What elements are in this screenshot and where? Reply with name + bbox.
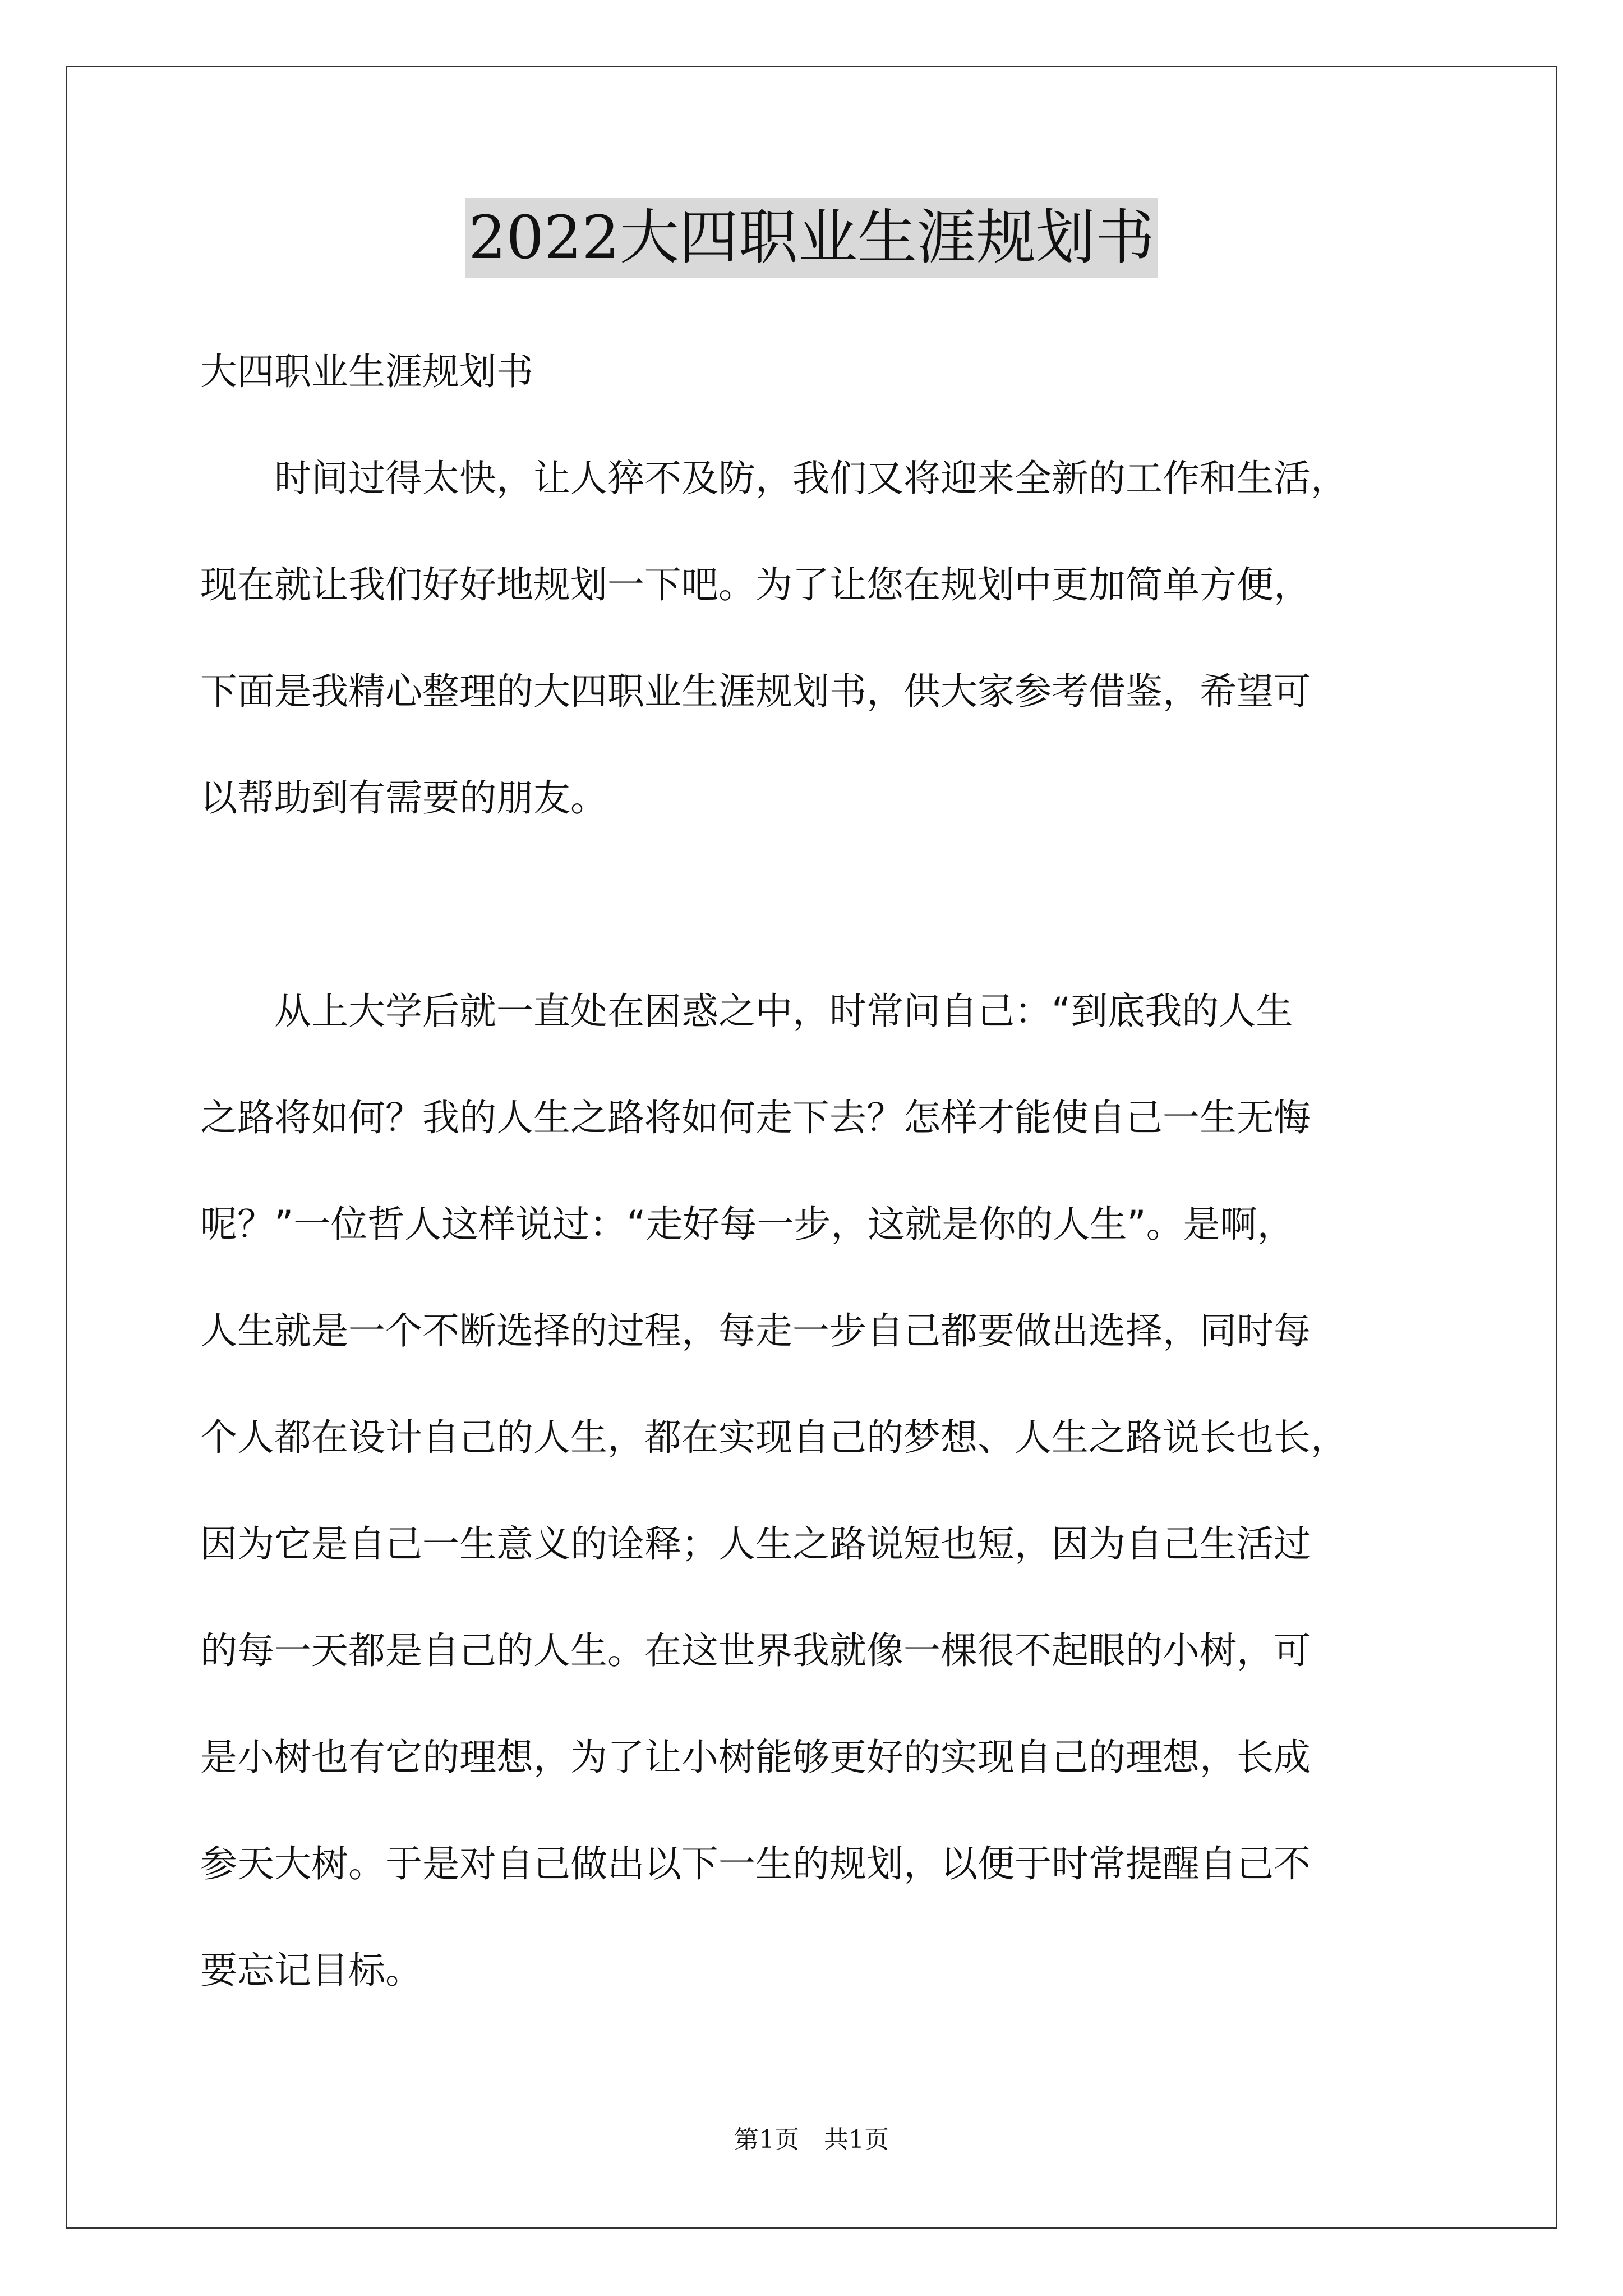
paragraph-line: 个人都在设计自己的人生，都在实现自己的梦想、人生之路说长也长， — [200, 1416, 1348, 1459]
paragraph-line: 之路将如何？我的人生之路将如何走下去？怎样才能使自己一生无悔 — [200, 1096, 1311, 1139]
document-subtitle: 大四职业生涯规划书 — [200, 350, 533, 393]
document-title: 2022大四职业生涯规划书 — [465, 198, 1158, 278]
page-footer — [0, 2123, 1623, 2157]
paragraph-line: 要忘记目标。 — [200, 1949, 422, 1992]
paragraph-line: 从上大学后就一直处在困惑之中，时常问自己：“到底我的人生 — [200, 990, 1293, 1033]
page-number-label: 第1页 共1页 — [734, 2125, 889, 2154]
paragraph-line: 参天大树。于是对自己做出以下一生的规划，以便于时常提醒自己不 — [200, 1842, 1311, 1885]
document-title-row — [0, 198, 1623, 278]
paragraph-line: 的每一天都是自己的人生。在这世界我就像一棵很不起眼的小树，可 — [200, 1629, 1311, 1672]
paragraph-line: 时间过得太快，让人猝不及防，我们又将迎来全新的工作和生活， — [200, 457, 1348, 500]
paragraph-line: 因为它是自己一生意义的诠释；人生之路说短也短，因为自己生活过 — [200, 1522, 1311, 1566]
paragraph-line: 是小树也有它的理想，为了让小树能够更好的实现自己的理想，长成 — [200, 1736, 1311, 1779]
paragraph-line: 人生就是一个不断选择的过程，每走一步自己都要做出选择，同时每 — [200, 1309, 1311, 1352]
paragraph-line: 以帮助到有需要的朋友。 — [200, 776, 607, 820]
paragraph-line: 下面是我精心整理的大四职业生涯规划书，供大家参考借鉴，希望可 — [200, 670, 1311, 713]
paragraph-line: 现在就让我们好好地规划一下吧。为了让您在规划中更加简单方便， — [200, 563, 1311, 606]
paragraph-line: 呢？”一位哲人这样说过：“走好每一步，这就是你的人生”。是啊， — [200, 1203, 1294, 1246]
